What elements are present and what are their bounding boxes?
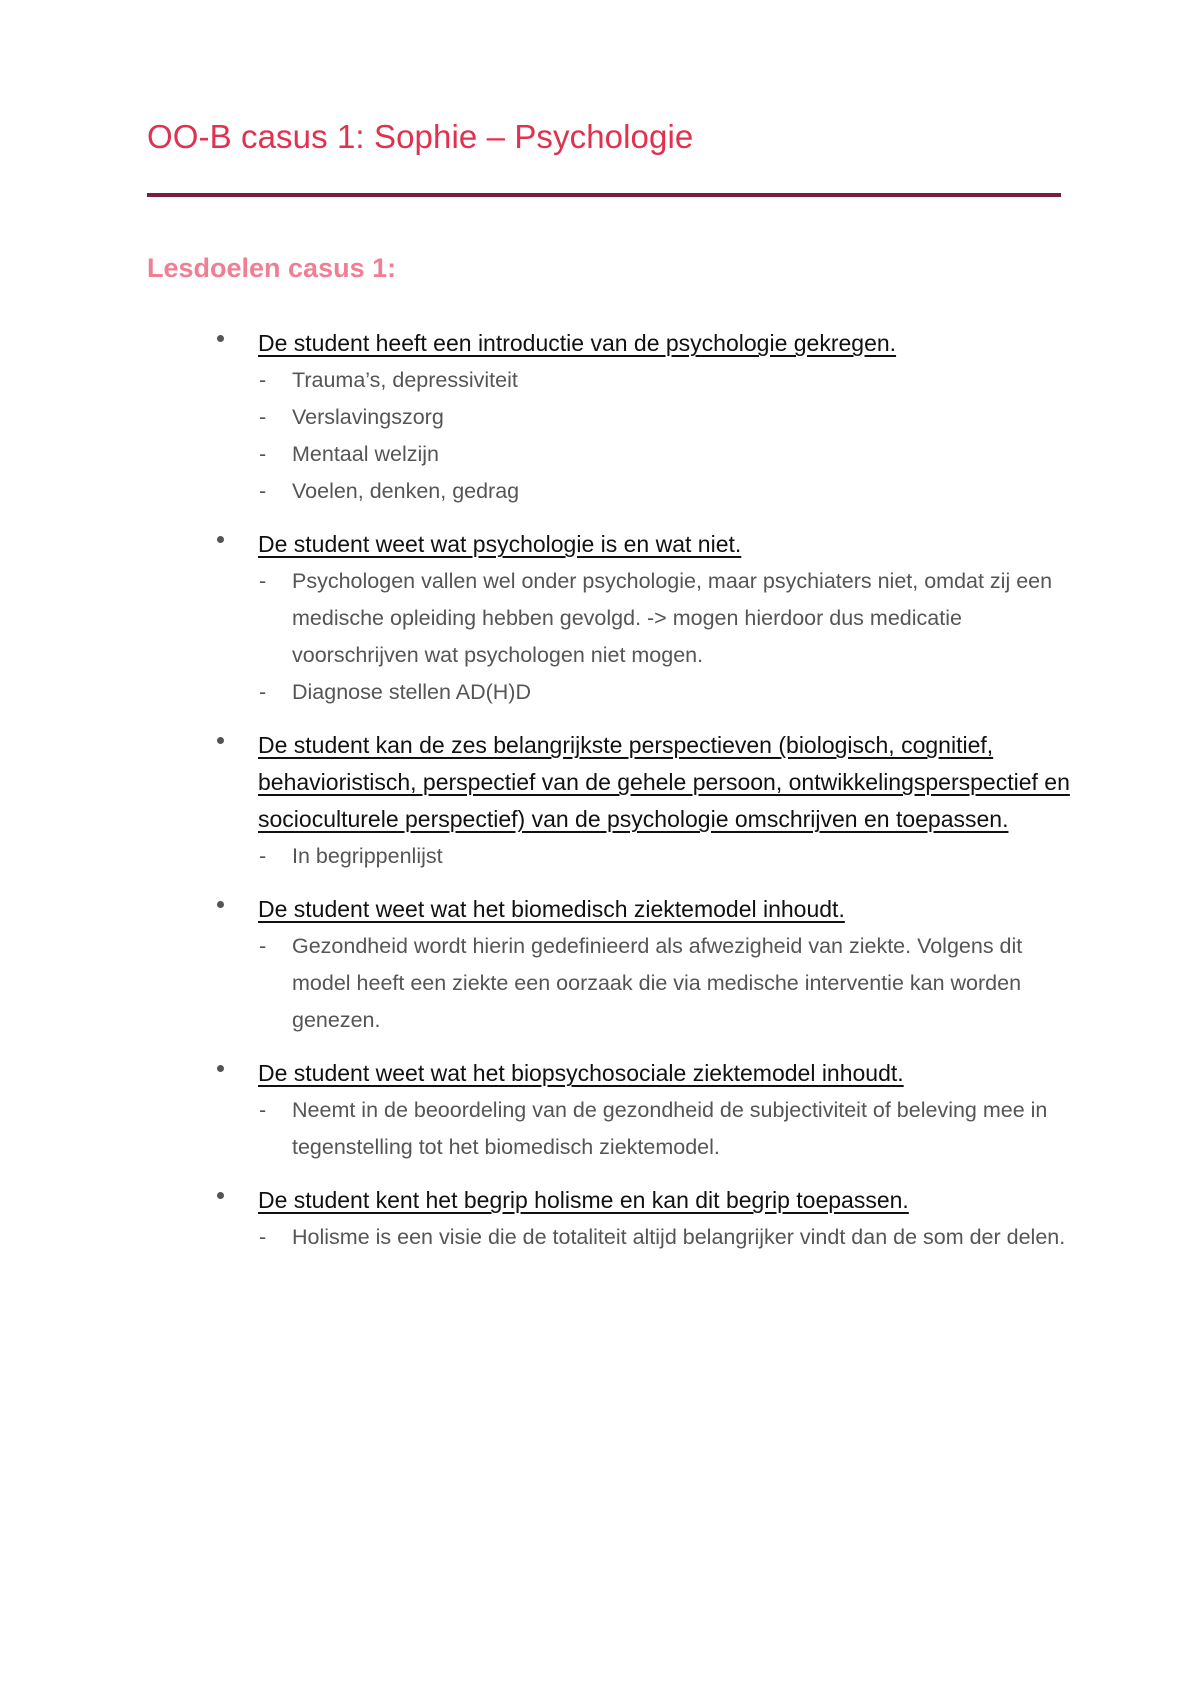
section-heading: Lesdoelen casus 1: xyxy=(147,253,397,283)
sub-point-text: Diagnose stellen AD(H)D xyxy=(292,680,531,704)
learning-goal-text: De student weet wat het biopsychosociale ziektemodel inhoudt. xyxy=(258,1060,904,1086)
bullet-icon xyxy=(217,335,224,342)
learning-goal-text: De student weet wat psychologie is en wat niet. xyxy=(258,531,742,557)
learning-goal-text: De student heeft een introductie van de psychologie gekregen. xyxy=(258,330,897,356)
dash-marker: - xyxy=(259,368,267,392)
bullet-icon xyxy=(217,1192,224,1199)
sub-point-text: Gezondheid wordt hierin gedefinieerd als afwezigheid van ziekte. Volgens dit model heeft een ziekte een oorzaak die via medische interventie kan worden genezen. xyxy=(292,934,1023,1032)
dash-marker: - xyxy=(259,569,267,593)
sub-point xyxy=(218,1219,1078,1256)
bullet-icon xyxy=(217,901,224,908)
page-title: OO-B casus 1: Sophie – Psychologie xyxy=(147,118,694,155)
sub-point-list xyxy=(218,362,1078,510)
sub-point xyxy=(218,473,1078,510)
learning-goal xyxy=(218,891,1078,1039)
sub-point xyxy=(218,674,1078,711)
sub-point-text: Voelen, denken, gedrag xyxy=(292,479,520,503)
learning-goal xyxy=(218,325,1078,510)
sub-point-text: Neemt in de beoordeling van de gezondheid de subjectiviteit of beleving mee in tegenstelling tot het biomedisch ziektemodel. xyxy=(292,1098,1048,1159)
learning-goal xyxy=(218,727,1078,875)
dash-marker: - xyxy=(259,442,267,466)
sub-point xyxy=(218,362,1078,399)
sub-point xyxy=(218,563,1078,674)
sub-point-list xyxy=(218,563,1078,711)
sub-point xyxy=(218,1092,1078,1166)
sub-point xyxy=(218,436,1078,473)
sub-point-text: Holisme is een visie die de totaliteit altijd belangrijker vindt dan de som der delen. xyxy=(292,1225,1066,1249)
dash-marker: - xyxy=(259,1225,267,1249)
sub-point-text: Psychologen vallen wel onder psychologie, maar psychiaters niet, omdat zij een medische opleiding hebben gevolgd. -> mogen hierdoor dus medicatie voorschrijven wat psychologen niet mogen. xyxy=(292,569,1053,667)
dash-marker: - xyxy=(259,405,267,429)
bullet-icon xyxy=(217,737,224,744)
title-divider xyxy=(147,193,1061,197)
sub-point-text: Mentaal welzijn xyxy=(292,442,439,466)
sub-point-list xyxy=(218,1219,1078,1256)
learning-goal-text: De student kan de zes belangrijkste perspectieven (biologisch, cognitief, behavioristisch, perspectief van de gehele persoon, ontwikkelingsperspectief en socioculturele perspectief) van de psychologie omschrijven en toepassen. xyxy=(258,732,1070,832)
sub-point-text: Trauma’s, depressiviteit xyxy=(292,368,518,392)
learning-goal xyxy=(218,526,1078,711)
sub-point xyxy=(218,928,1078,1039)
sub-point-text: In begrippenlijst xyxy=(292,844,443,868)
sub-point xyxy=(218,399,1078,436)
sub-point-list xyxy=(218,1092,1078,1166)
learning-goal xyxy=(218,1182,1078,1256)
dash-marker: - xyxy=(259,934,267,958)
dash-marker: - xyxy=(259,479,267,503)
sub-point-text: Verslavingszorg xyxy=(292,405,444,429)
bullet-icon xyxy=(217,536,224,543)
learning-goal xyxy=(218,1055,1078,1166)
sub-point-list xyxy=(218,838,1078,875)
dash-marker: - xyxy=(259,844,267,868)
dash-marker: - xyxy=(259,680,267,704)
sub-point-list xyxy=(218,928,1078,1039)
sub-point xyxy=(218,838,1078,875)
dash-marker: - xyxy=(259,1098,267,1122)
learning-goal-text: De student weet wat het biomedisch ziektemodel inhoudt. xyxy=(258,896,845,922)
learning-goal-text: De student kent het begrip holisme en kan dit begrip toepassen. xyxy=(258,1187,909,1213)
learning-goals-list xyxy=(218,325,1078,1272)
bullet-icon xyxy=(217,1065,224,1072)
